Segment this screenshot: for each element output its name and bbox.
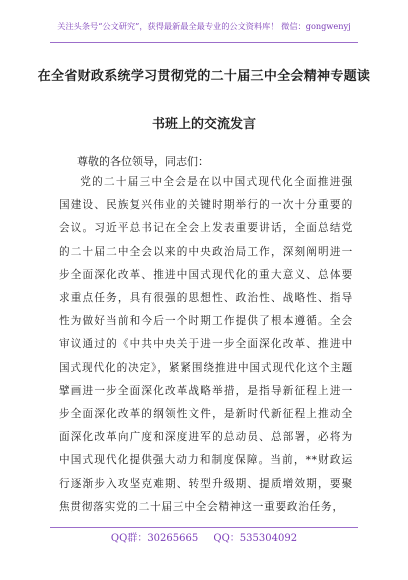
- body-paragraph: 党的二十届三中全会是在以中国式现代化全面推进强国建设、民族复兴伟业的关键时期举行的一次十分重要的会议。习近平总书记在全会上发表重要讲话，全面总结党的二十届二中全会以来的中央政治局工作，深刻阐明进一步全面深化改革、推进中国式现代化的重大意义、总体要求重点任务，具有很强的思想性、政治性、战略性、指导性为做好当前和今后一个时期工作提供了根本遵循。全会审议通过的《中共中央关于进一步全面深化改革、推进中国式现代化的决定》，紧紧围绕推进中国式现代化这个主题擘画进一步全面深化改革战略举措，是指导新征程上进一步全面深化改革的纲领性文件，是新时代新征程上推动全面深化改革向广度和深度进军的总动员、总部署，必将为中国式现代化提供强大动力和制度保障。当前，**财政运行逐渐步入攻坚克难期、转型升级期、提质增效期，要聚焦贯彻落实党的二十届三中全会精神这一重要政治任务，: [59, 176, 353, 513]
- document-title-line-2: 书班上的交流发言: [151, 117, 256, 132]
- salutation: 尊敬的各位领导，同志们：: [77, 155, 209, 168]
- header-banner: 关注头条号“公文研究”，获得最新最全最专业的公文资料库！ 微信：gongwenyj: [57, 21, 351, 31]
- footer-divider: [50, 527, 358, 528]
- footer-contact: [0, 532, 408, 546]
- footer-qq-number: QQ：535304092: [213, 533, 298, 544]
- footer-qq-group: QQ群：30265665: [110, 533, 199, 544]
- header-divider: [50, 42, 358, 43]
- document-title-line-1: 在全省财政系统学习贯彻党的二十届三中全会精神专题读: [37, 69, 371, 84]
